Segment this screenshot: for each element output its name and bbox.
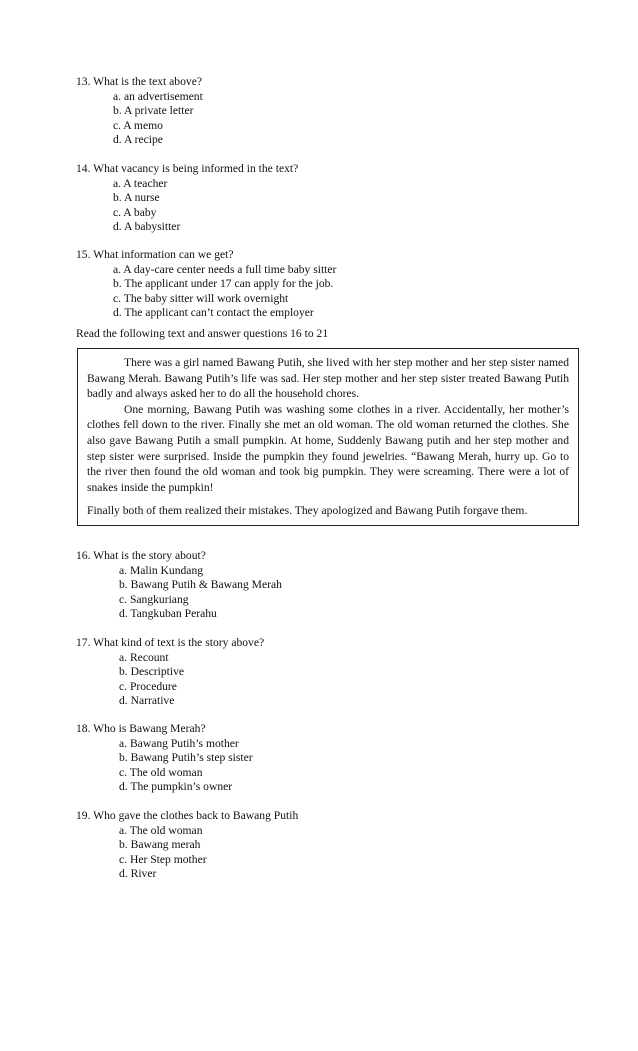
question-stem: 17. What kind of text is the story above?	[76, 636, 265, 649]
question-stem: 16. What is the story about?	[76, 549, 206, 562]
option-list	[76, 651, 576, 709]
question-19	[76, 809, 576, 882]
question-16	[76, 549, 576, 622]
option-list	[76, 564, 576, 622]
option-b: b. The applicant under 17 can apply for the job.	[113, 277, 334, 291]
option-d: d. A recipe	[113, 133, 163, 147]
question-17	[76, 636, 576, 709]
option-d: d. The pumpkin’s owner	[119, 780, 233, 794]
option-c: c. Sangkuriang	[119, 592, 189, 606]
question-stem: 19. Who gave the clothes back to Bawang Putih	[76, 809, 299, 822]
option-a: a. A day-care center needs a full time baby sitter	[113, 262, 337, 276]
option-b: b. Bawang merah	[119, 838, 201, 852]
option-b: b. Descriptive	[119, 665, 185, 679]
option-d: d. Tangkuban Perahu	[119, 607, 217, 621]
question-stem: 18. Who is Bawang Merah?	[76, 722, 206, 735]
option-c: c. Procedure	[119, 679, 177, 693]
option-b: b. Bawang Putih & Bawang Merah	[119, 578, 282, 592]
option-list	[76, 737, 576, 795]
question-13	[76, 75, 576, 148]
option-d: d. The applicant can’t contact the employer	[113, 306, 314, 320]
reading-instruction: Read the following text and answer questions 16 to 21	[76, 327, 329, 340]
question-stem: 15. What information can we get?	[76, 248, 234, 261]
option-a: a. Bawang Putih’s mother	[119, 736, 239, 750]
story-paragraph-1: There was a girl named Bawang Putih, she lived with her step mother and her step sister named Bawang Merah. Bawang Putih’s life was sad. Her step mother and her step sister treated Bawang Putih badly and always asked her to do all the household chores.	[87, 356, 569, 401]
option-b: b. A private letter	[113, 104, 194, 118]
option-list	[76, 263, 576, 321]
option-b: b. A nurse	[113, 191, 160, 205]
story-paragraph-2: One morning, Bawang Putih was washing some clothes in a river. Accidentally, her mother’s clothes fell down to the river. Finally she met an old woman. The old woman returned the clothes. She also gave Bawang Putih a small pumpkin. At home, Suddenly Bawang putih and her step mother and step sister were surprised. Inside the pumpkin they found jewelries. “Bawang Merah, hurry up. Go to the river then found the old woman and took big pumpkin. They were screaming. There were a lot of snakes inside the pumpkin!	[87, 402, 569, 494]
question-stem: 14. What vacancy is being informed in the text?	[76, 162, 299, 175]
option-list	[76, 824, 576, 882]
option-c: c. Her Step mother	[119, 852, 207, 866]
option-d: d. A babysitter	[113, 220, 181, 234]
option-a: a. The old woman	[119, 823, 203, 837]
question-18	[76, 722, 576, 795]
question-15	[76, 248, 576, 321]
option-a: a. A teacher	[113, 176, 168, 190]
story-text-box	[77, 348, 579, 526]
story-paragraph-3: Finally both of them realized their mistakes. They apologized and Bawang Putih forgave them.	[87, 504, 528, 518]
option-c: c. The old woman	[119, 765, 203, 779]
option-list	[76, 90, 576, 148]
option-a: a. Recount	[119, 650, 169, 664]
option-a: a. Malin Kundang	[119, 563, 204, 577]
option-d: d. Narrative	[119, 694, 175, 708]
option-a: a. an advertisement	[113, 89, 203, 103]
option-d: d. River	[119, 867, 157, 881]
option-c: c. The baby sitter will work overnight	[113, 291, 289, 305]
question-14	[76, 162, 576, 235]
option-b: b. Bawang Putih’s step sister	[119, 751, 253, 765]
question-stem: 13. What is the text above?	[76, 75, 202, 88]
option-list	[76, 177, 576, 235]
option-c: c. A memo	[113, 118, 163, 132]
option-c: c. A baby	[113, 205, 157, 219]
